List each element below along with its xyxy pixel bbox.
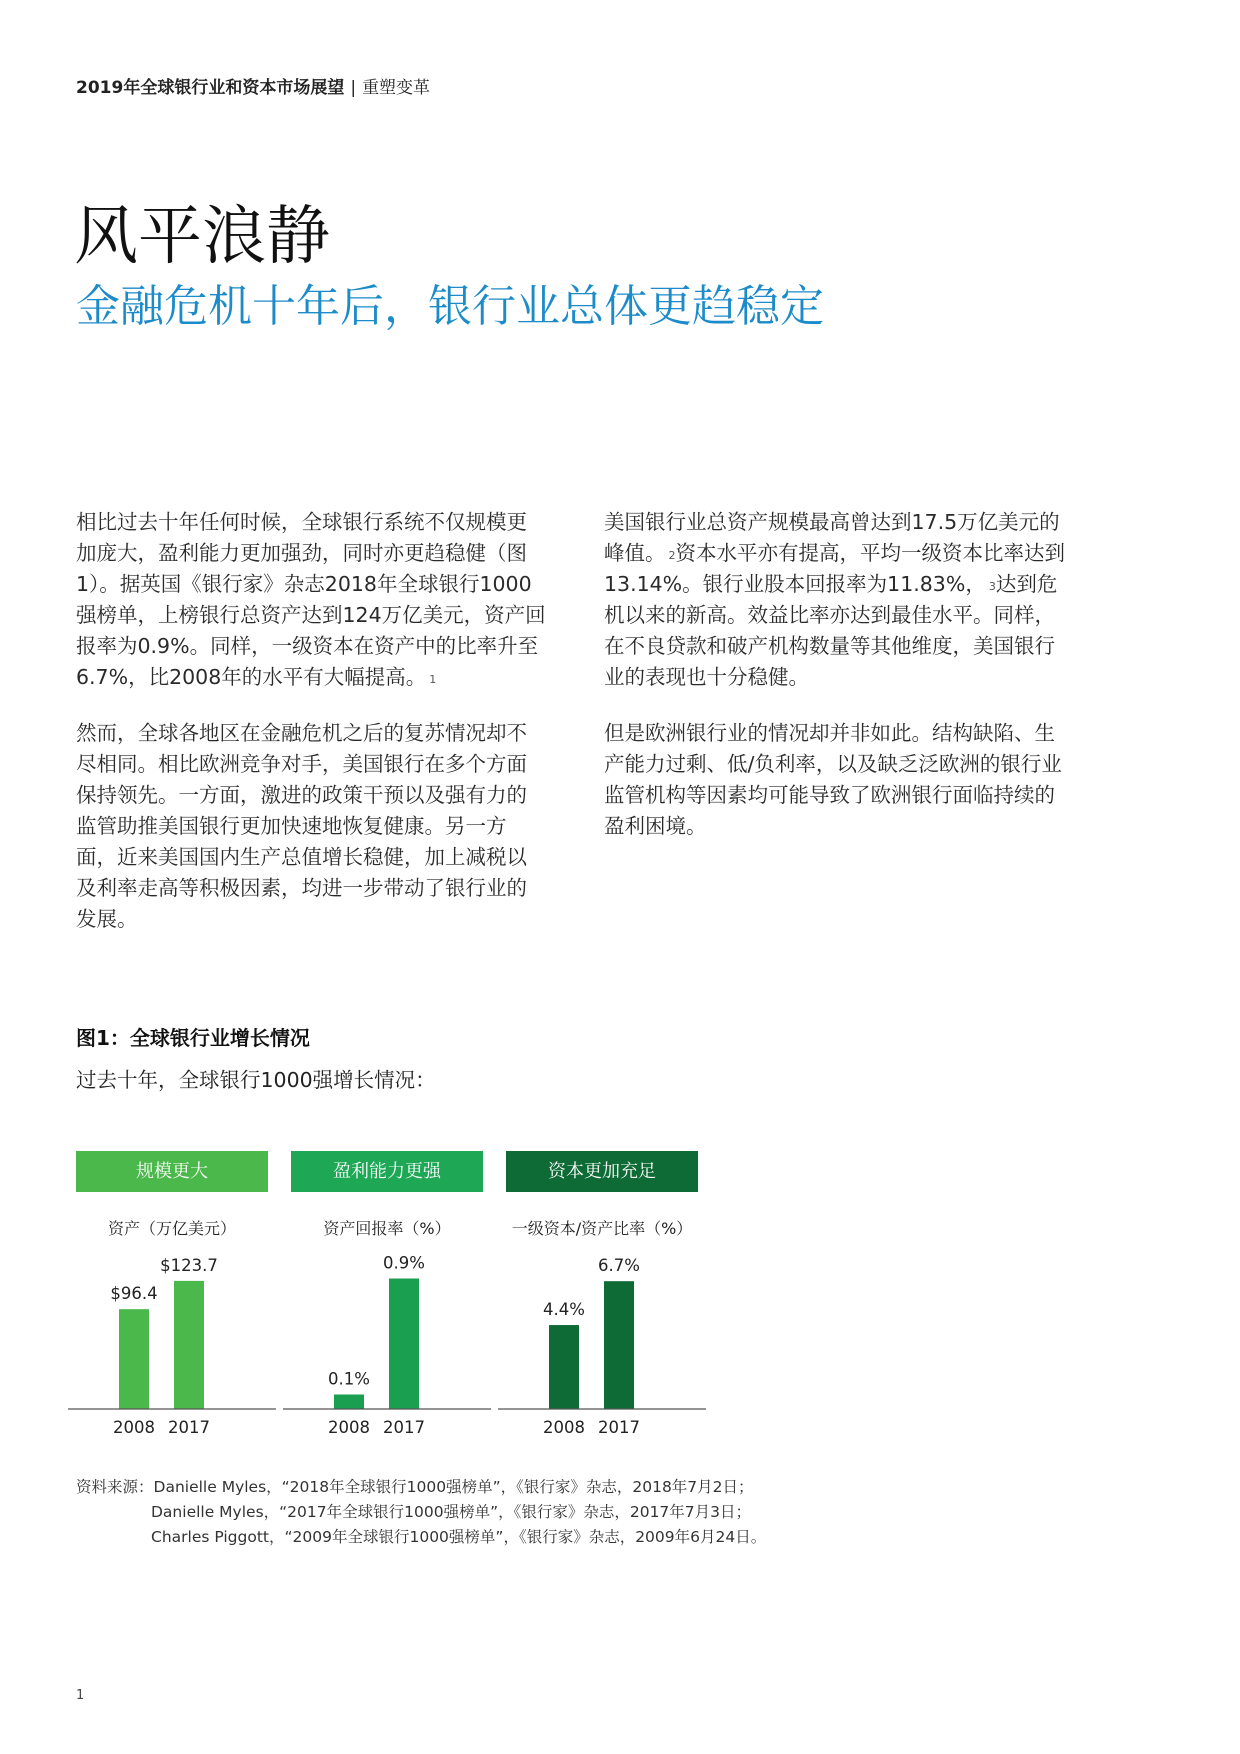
- x-tick-label: 2008: [328, 1418, 370, 1437]
- report-series-title: 2019年全球银行业和资本市场展望: [76, 78, 345, 98]
- chart-metric-label: 资产回报率（%）: [323, 1219, 451, 1238]
- paragraph: 相比过去十年任何时候，全球银行系统不仅规模更加庞大，盈利能力更加强劲，同时亦更趋稳健（图1）。据英国《银行家》杂志2018年全球银行1000强榜单，上榜银行总资产达到124万亿美元，资产回报率为0.9%。同样，一级资本在资产中的比率升至6.7%，比2008年的水平有大幅提高。 $^1$: [76, 510, 546, 689]
- sources-label: 资料来源：: [76, 1478, 154, 1496]
- bar-2008: [549, 1325, 579, 1409]
- paragraph: 美国银行业总资产规模最高曾达到17.5万亿美元的峰值。 $^2$资本水平亦有提高，平均一级资本比率达到13.14%。银行业股本回报率为11.83%， $^3$达到危机以来的新高。效益比率亦达到最佳水平。同样，在不良贷款和破产机构数量等其他维度，美国银行业的表现也十分稳健。: [604, 510, 1065, 689]
- bar-value-label: 4.4%: [543, 1300, 585, 1320]
- bar-2017: [604, 1281, 634, 1409]
- x-tick-label: 2008: [543, 1418, 585, 1437]
- bar-2017: [174, 1281, 204, 1409]
- page-subtitle: 金融危机十年后，银行业总体更趋稳定: [76, 281, 824, 332]
- source-line: Danielle Myles，“2018年全球银行1000强榜单”，《银行家》杂志，2018年7月2日；: [153, 1478, 754, 1496]
- running-header: [76, 73, 430, 98]
- bar-chart-svg: [68, 1251, 276, 1437]
- paragraph: 但是欧洲银行业的情况却并非如此。结构缺陷、生产能力过剩、低/负利率，以及缺乏泛欧洲的银行业监管机构等因素均可能导致了欧洲银行面临持续的盈利困境。: [604, 721, 1062, 838]
- x-tick-label: 2017: [168, 1418, 210, 1437]
- chart-assets: [76, 1151, 268, 1437]
- figure-description: 过去十年，全球银行1000强增长情况：: [76, 1068, 436, 1092]
- x-tick-label: 2017: [383, 1418, 425, 1437]
- footnote-ref: 2: [668, 549, 676, 562]
- body-column-right: [604, 507, 1074, 867]
- body-column-left: [76, 507, 546, 960]
- header-separator: |: [350, 78, 357, 98]
- report-section-title: 重塑变革: [362, 78, 431, 98]
- page-number: 1: [76, 1688, 85, 1703]
- chart-roa: [291, 1151, 483, 1437]
- figure-title: 图1：全球银行业增长情况: [76, 1026, 310, 1050]
- x-tick-label: 2008: [113, 1418, 155, 1437]
- source-line: Charles Piggott，“2009年全球银行1000强榜单”，《银行家》杂志，2009年6月24日。: [151, 1528, 767, 1546]
- bar-value-label: 6.7%: [598, 1256, 640, 1276]
- bar-value-label: $123.7: [160, 1255, 218, 1275]
- page-title: 风平浪静: [74, 200, 330, 274]
- source-line: Danielle Myles，“2017年全球银行1000强榜单”，《银行家》杂志，2017年7月3日；: [151, 1503, 752, 1521]
- bar-value-label: 0.9%: [383, 1253, 425, 1273]
- sources-note: [76, 1475, 766, 1550]
- bar-2008: [119, 1309, 149, 1409]
- chart-band-label: 盈利能力更强: [291, 1151, 483, 1192]
- x-tick-label: 2017: [598, 1418, 640, 1437]
- bar-2017: [389, 1279, 419, 1410]
- chart-metric-label: 一级资本/资产比率（%）: [511, 1219, 693, 1238]
- paragraph: 然而，全球各地区在金融危机之后的复苏情况却不尽相同。相比欧洲竞争对手，美国银行在多个方面保持领先。一方面，激进的政策干预以及强有力的监管助推美国银行更加快速地恢复健康。另一方面，近来美国国内生产总值增长稳健，加上减税以及利率走高等积极因素，均进一步带动了银行业的发展。: [76, 721, 527, 931]
- bar-chart-svg: [283, 1251, 491, 1437]
- bar-2008: [334, 1395, 364, 1410]
- footnote-ref: 3: [988, 580, 996, 593]
- footnote-ref: 1: [429, 673, 437, 686]
- chart-tier1-ratio: [506, 1151, 698, 1437]
- bar-value-label: $96.4: [110, 1284, 158, 1304]
- bar-value-label: 0.1%: [328, 1369, 370, 1389]
- bar-chart-svg: [498, 1251, 706, 1437]
- chart-metric-label: 资产（万亿美元）: [107, 1219, 236, 1238]
- chart-band-label: 资本更加充足: [506, 1151, 698, 1192]
- chart-band-label: 规模更大: [76, 1151, 268, 1192]
